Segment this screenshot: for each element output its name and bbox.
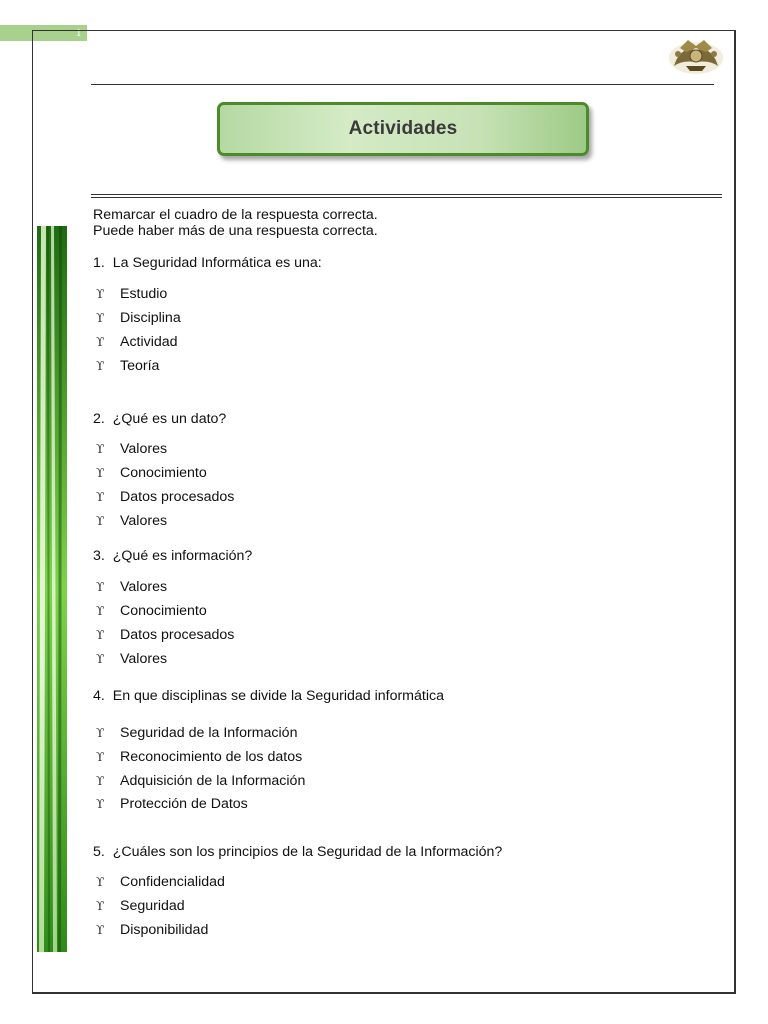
option-label: Conocimiento: [120, 465, 207, 481]
option[interactable]: [93, 286, 167, 302]
question-text: ¿Qué es información?: [112, 548, 253, 564]
option-label: Adquisición de la Información: [120, 773, 306, 789]
option[interactable]: [93, 513, 167, 529]
option[interactable]: [93, 603, 207, 619]
title-banner: [217, 102, 589, 156]
bullet-icon: ϒ: [96, 774, 105, 788]
option-label: Confidencialidad: [120, 874, 225, 890]
option[interactable]: [93, 489, 234, 505]
option[interactable]: [93, 627, 234, 643]
question-1: [93, 255, 322, 271]
option-label: Teoría: [120, 358, 160, 374]
option-label: Datos procesados: [120, 489, 235, 505]
option-label: Disponibilidad: [120, 922, 209, 938]
option-label: Valores: [120, 579, 168, 595]
question-text: En que disciplinas se divide la Seguridad informática: [112, 688, 444, 704]
question-text: ¿Cuáles son los principios de la Seguridad de la Información?: [112, 844, 503, 860]
option[interactable]: [93, 465, 207, 481]
option[interactable]: [93, 922, 208, 938]
option-label: Datos procesados: [120, 627, 235, 643]
page-title: Actividades: [348, 118, 458, 139]
option[interactable]: [93, 749, 302, 765]
option[interactable]: [93, 441, 167, 457]
option-label: Valores: [120, 651, 168, 667]
option-label: Protección de Datos: [120, 796, 248, 812]
bullet-icon: ϒ: [96, 359, 105, 373]
option[interactable]: [93, 358, 159, 374]
instructions: [93, 207, 713, 239]
divider-bottom: [91, 197, 722, 198]
question-5: [93, 844, 502, 860]
question-number: 2.: [93, 411, 105, 427]
page-number: 1: [76, 27, 82, 39]
header-rule: [91, 84, 714, 85]
crest-logo-icon: [666, 36, 726, 76]
option-label: Actividad: [120, 334, 178, 350]
question-number: 5.: [93, 844, 105, 860]
question-number: 1.: [93, 255, 105, 271]
bullet-icon: ϒ: [96, 311, 105, 325]
option[interactable]: [93, 334, 178, 350]
bullet-icon: ϒ: [96, 287, 105, 301]
bullet-icon: ϒ: [96, 628, 105, 642]
instruction-line: Puede haber más de una respuesta correcta.: [93, 223, 378, 239]
option-label: Valores: [120, 441, 168, 457]
question-2: [93, 411, 226, 427]
bullet-icon: ϒ: [96, 875, 105, 889]
option-label: Reconocimiento de los datos: [120, 749, 303, 765]
option-label: Seguridad de la Información: [120, 725, 298, 741]
question-4: [93, 688, 444, 704]
option[interactable]: [93, 579, 167, 595]
question-3: [93, 548, 252, 564]
bullet-icon: ϒ: [96, 652, 105, 666]
option[interactable]: [93, 796, 248, 812]
option[interactable]: [93, 898, 185, 914]
option-label: Disciplina: [120, 310, 181, 326]
option[interactable]: [93, 725, 297, 741]
bullet-icon: ϒ: [96, 466, 105, 480]
decorative-green-stripes: [37, 226, 67, 952]
bullet-icon: ϒ: [96, 490, 105, 504]
option[interactable]: [93, 773, 305, 789]
bullet-icon: ϒ: [96, 750, 105, 764]
content: [93, 207, 713, 938]
bullet-icon: ϒ: [96, 514, 105, 528]
option[interactable]: [93, 874, 225, 890]
option-label: Conocimiento: [120, 603, 207, 619]
option-label: Valores: [120, 513, 168, 529]
bullet-icon: ϒ: [96, 604, 105, 618]
question-text: La Seguridad Informática es una:: [112, 255, 322, 271]
question-number: 3.: [93, 548, 105, 564]
question-text: ¿Qué es un dato?: [112, 411, 227, 427]
option[interactable]: [93, 310, 181, 326]
bullet-icon: ϒ: [96, 923, 105, 937]
bullet-icon: ϒ: [96, 899, 105, 913]
option-label: Seguridad: [120, 898, 185, 914]
instruction-line: Remarcar el cuadro de la respuesta correcta.: [93, 207, 378, 223]
divider-top: [91, 194, 722, 195]
bullet-icon: ϒ: [96, 726, 105, 740]
bullet-icon: ϒ: [96, 580, 105, 594]
bullet-icon: ϒ: [96, 442, 105, 456]
bullet-icon: ϒ: [96, 797, 105, 811]
bullet-icon: ϒ: [96, 335, 105, 349]
option[interactable]: [93, 651, 167, 667]
question-number: 4.: [93, 688, 105, 704]
option-label: Estudio: [120, 286, 168, 302]
